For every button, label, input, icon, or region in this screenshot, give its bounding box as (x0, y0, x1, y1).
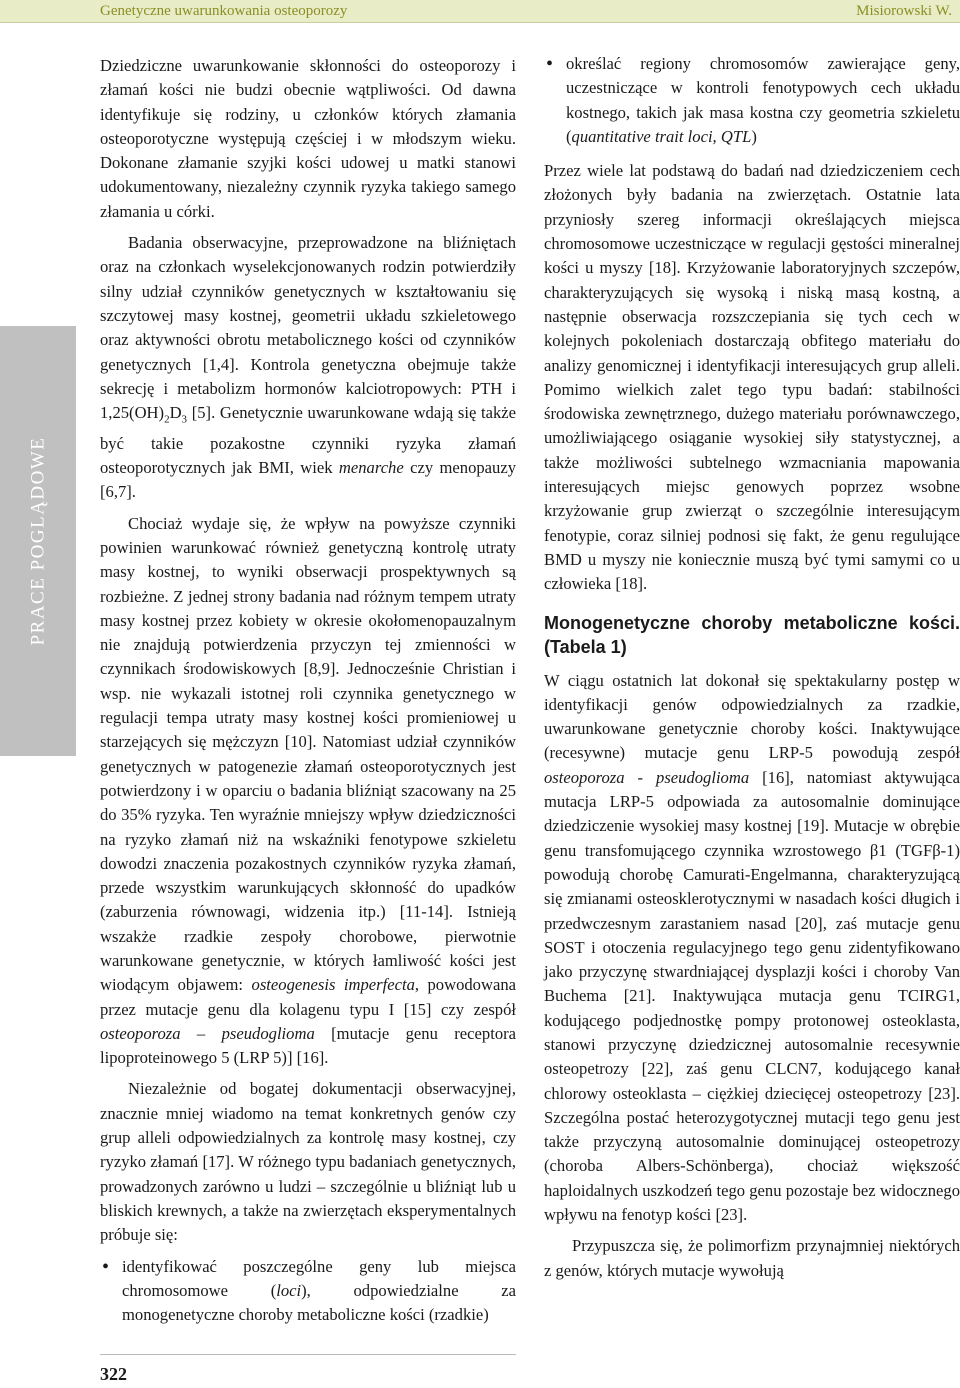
footer-divider (100, 1354, 516, 1355)
header-title: Genetyczne uwarunkowania osteoporozy (100, 3, 348, 19)
section-heading: Monogenetyczne choroby metaboliczne kości. (Tabela 1) (544, 612, 960, 657)
text-run: identyfikować poszczególne geny lub miejsca chromosomowe ( (122, 1256, 516, 1300)
text-run: W ciągu ostatnich lat dokonał się spektakularny postęp w identyfikacji genów odpowiedzialnych za rzadkie, uwarunkowane genetycznie choroby kości. Inaktywujące (recesywne) mutacje genu LRP-5 powodują zespół (544, 670, 960, 763)
section-sidebar-tab (0, 326, 76, 756)
right-column (544, 52, 960, 1290)
italic-term: osteogenesis imperfecta (251, 975, 415, 995)
page-number: 322 (100, 1364, 127, 1384)
italic-term: menarche (338, 458, 404, 478)
bullet-list (544, 52, 960, 149)
paragraph: Dziedziczne uwarunkowanie skłonności do osteoporozy i złamań kości nie budzi obecnie wątpliwości. Od dawna identyfikuje się rodziny, u członków których złamania osteoporotyczne występują częściej i w młodszym wieku. Dokonane złamanie szyjki kości udowej u matki stanowi udokumentowany, niezależny czynnik ryzyka takiego samego złamania u córki. (100, 56, 516, 221)
running-header (0, 0, 960, 23)
text-run: [16], natomiast aktywująca mutacja LRP-5 odpowiada za autosomalnie dominujące dziedziczenie wysokiej masy kostnej [19]. Mutacje w obrębie genu transfomującego czynnika wzrostowego β1 (TGFβ-1) powodują chorobę Camurati-Engelmanna, charakteryzującą się zmianami osteosklerotycznymi w nasadach kości długich i przedwczesnym zarastaniem nasad [20], zaś mutacje genu SOST i otoczenia regulacyjnego tego genu zidentyfikowano jako przyczynę stwardniającej dysplazji kości i choroby Van Buchema [21]. Inaktywująca mutacja genu TCIRG1, kodującego podjednostkę pompy protonowej osteoklasta, stanowi przyczynę dziedzicznej autosomalnie recesywnie osteopetrozy [22], zaś genu CLCN7, kodującego kanał chlorowy osteoklasta – ciężkiej dziecięcej osteopetrozy [23]. Szczególna postać heterozygotycznej mutacji tego genu jest także przyczyną autosomalnie dominującej osteopetrozy (choroba Albers-Schönberga), chociaż większość haploidalnych uszkodzeń tego genu pozostaje bez widocznego wpływu na fenotyp kości [23]. (544, 767, 960, 1225)
text-run: czy menopauzy [6,7]. (100, 458, 516, 502)
italic-term: osteoporoza – pseudoglioma (100, 1023, 315, 1043)
text-run: ) (751, 126, 757, 146)
paragraph (544, 669, 960, 1228)
header-author: Misiorowski W. (856, 3, 952, 19)
subscript: 3 (181, 413, 188, 426)
text-run: [mutacje genu receptora lipoproteinowego 5 (LRP 5)] [16]. (100, 1023, 517, 1068)
list-item (122, 1255, 516, 1328)
paragraph (100, 512, 516, 1071)
bullet-list (100, 1255, 516, 1328)
list-item (566, 52, 960, 149)
italic-term: loci (276, 1280, 302, 1300)
paragraph: Przypuszcza się, że polimorfizm przynajmniej niektórych z genów, których mutacje wywołują (544, 1236, 960, 1280)
paragraph: Przez wiele lat podstawą do badań nad dziedziczeniem cech złożonych były badania na zwierzętach. Ostatnie lata przyniosły szereg informacji określających miejsca chromosomowe uczestniczące w regulacji gęstości mineralnej kości u myszy [18]. Krzyżowanie laboratoryjnych szczepów, charakteryzujących się wysoką i niską masą kostną, a następnie obserwacja rozszczepiania się tych cech w kolejnych pokoleniach dostarczają obfitego materiału do analizy genomicznej i identyfikacji interesujących grup alleli. Pomimo wielkich zalet tego typu badań: stabilności środowiska zewnętrznego, dużego materiału porównawczego, umożliwiającego osiąganie wysokiej siły statystycznej, a także możliwości subtelnego wzmacniania mapowania interesujących miejsc genowych poprzez wsobne krzyżowanie grup zwierząt o szczególnie interesującym fenotypie, coraz silniej podnosi się fakt, że genu regulujące BMD u myszy nie koniecznie muszą być tymi samymi co u człowieka [18]. (544, 161, 960, 594)
text-run: Badania obserwacyjne, przeprowadzone na bliźniętach oraz na członkach wyselekcjonowanych rodzin potwierdziły silny udział czynników genetycznych w kształtowaniu się szczytowej masy kostnej, geometrii układu szkieletowego oraz aktywności obrotu metabolicznego kości od czynników genetycznych [1,4]. Kontrola genetyczna obejmuje także sekrecję i metabolizm hormonów kalciotropowych: PTH i 1,25(OH) (100, 233, 516, 423)
text-run: , powodowana przez mutacje genu dla kolagenu typu I [15] czy zespół (100, 975, 516, 1019)
text-run: określać regiony chromosomów zawierające geny, uczestniczące w kontroli fenotypowych cech układu kostnego, takich jak masa kostna czy geometria szkieletu ( (566, 54, 960, 146)
sidebar-label: PRACE POGLĄDOWE (27, 436, 48, 646)
italic-term: quantitative trait loci, QTL (571, 126, 752, 146)
italic-term: osteoporoza - pseudoglioma (544, 767, 750, 787)
paragraph: Niezależnie od bogatej dokumentacji obserwacyjnej, znacznie mniej wiadomo na temat konkretnych genów czy grup alleli odpowiedzialnych za kontrolę masy kostnej, czy ryzyko złamań [17]. W różnego typu badaniach genetycznych, prowadzonych zarówno u ludzi – szczególnie u bliźniąt lub u bliskich krewnych, a także na zwierzętach eksperymentalnych próbuje się: (100, 1079, 516, 1245)
paragraph (100, 231, 516, 505)
left-column (100, 54, 516, 1337)
text-run: [5]. Genetycznie uwarunkowane wdają się także być takie pozakostne czynniki ryzyka złamań osteoporotycznych jak BMI, wiek (100, 403, 516, 478)
text-run: D (169, 403, 182, 423)
text-run: ), odpowiedzialne za monogenetyczne choroby metaboliczne kości (rzadkie) (122, 1280, 516, 1325)
subscript: 2 (164, 413, 170, 426)
text-run: Chociaż wydaje się, że wpływ na powyższe czynniki powinien warunkować również genetyczną kontrolę utraty masy kostnej, to wyniki obserwacji prospektywnych są rozbieżne. Z jednej strony badania nad różnym tempem utraty masy kostnej przez kobiety w okresie okołomenopauzalnym nie znajdują potwierdzenia przyczyn tej zmienności w czynnikach środowiskowych [8,9]. Jednocześnie Christian i wsp. nie wykazali istotnej roli czynnika genetycznego w regulacji tempa utraty masy kostnej kości promieniowej u starzejących się mężczyzn [10]. Natomiast udział czynników genetycznych w patogenezie złamań osteoporotycznych jest potwierdzony i w oparciu o badania bliźniąt szacowany na 25 do 35% ryzyka. Ten wyraźnie mniejszy wpływ dziedziczności na ryzyko złamań niż na wskaźniki fenotypowe szkieletu dowodzi znaczenia pozakostnych czynników ryzyka złamań, przede wszystkim warunkujących skłonność do upadków (zaburzenia równowagi, widzenia itp.) [11-14]. Istnieją wszakże rzadkie zespoły chorobowe, pierwotnie warunkowane genetycznie, w których łamliwość kości jest wiodącym objawem: (100, 513, 516, 995)
